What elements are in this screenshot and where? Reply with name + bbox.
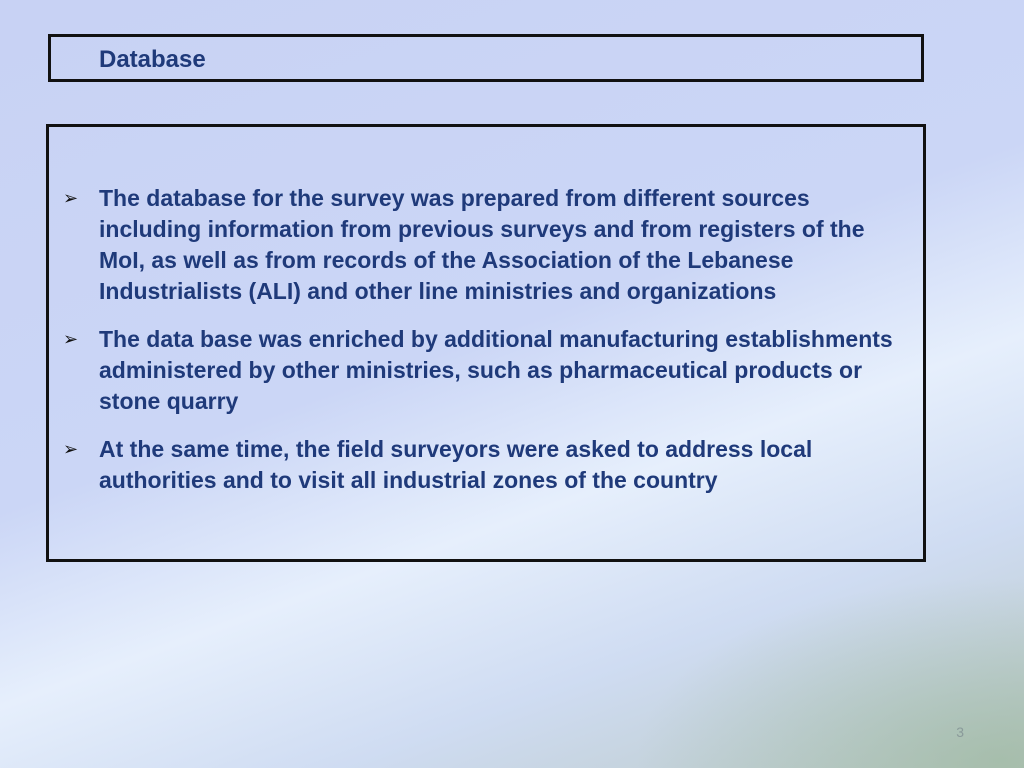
bullet-text: The database for the survey was prepared from different sources including information from previous surveys and from registers of the MoI, as well as from records of the Association of the Lebanese Industrialists (ALI) and other line ministries and organizations	[99, 185, 865, 304]
title-box	[48, 34, 924, 82]
slide-title: Database	[99, 46, 206, 73]
arrow-bullet-icon: ➢	[63, 439, 79, 459]
bullet-list	[63, 183, 913, 513]
page-number: 3	[956, 724, 964, 740]
bullet-item	[63, 324, 913, 417]
content-box	[46, 124, 926, 562]
bullet-text: At the same time, the field surveyors were asked to address local authorities and to visit all industrial zones of the country	[99, 436, 813, 493]
bullet-item	[63, 183, 913, 307]
arrow-bullet-icon: ➢	[63, 329, 79, 349]
bullet-text: The data base was enriched by additional manufacturing establishments administered by other ministries, such as pharmaceutical products or stone quarry	[99, 326, 893, 414]
arrow-bullet-icon: ➢	[63, 188, 79, 208]
bullet-item	[63, 434, 913, 496]
